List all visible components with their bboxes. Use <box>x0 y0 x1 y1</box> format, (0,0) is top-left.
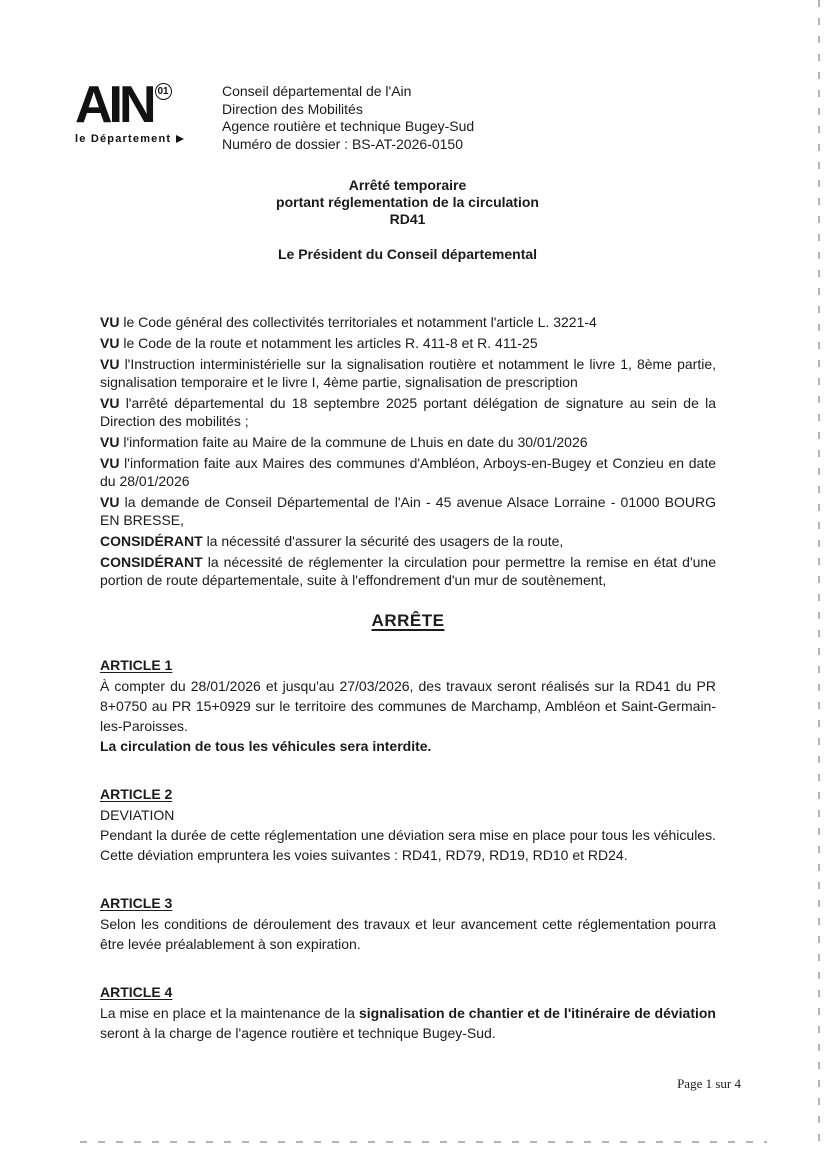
recital-item <box>100 454 716 490</box>
recital-text: l'Instruction interministérielle sur la signalisation routière et notamment le livre 1, 8ème partie, signalisation temporaire et le livre I, 4ème partie, signalisation de prescription <box>100 356 717 390</box>
recital-text: l'information faite au Maire de la commune de Lhuis en date du 30/01/2026 <box>123 434 588 450</box>
article-2-heading: ARTICLE 2 <box>100 786 173 802</box>
article-3-heading: ARTICLE 3 <box>100 895 173 911</box>
recital-text: la nécessité d'assurer la sécurité des usagers de la route, <box>206 533 564 549</box>
ain-logo <box>75 76 222 145</box>
scan-perforation-bottom <box>80 1141 767 1143</box>
title-line-2: portant réglementation de la circulation <box>276 194 539 210</box>
document-title <box>100 177 715 228</box>
recital-text: l'arrêté départemental du 18 septembre 2025 portant délégation de signature au sein de la Direction des mobilités ; <box>100 395 716 429</box>
recital-item <box>100 334 716 352</box>
recital-label: VU <box>100 434 120 450</box>
scan-perforation-right <box>818 0 820 1151</box>
article-3-body: Selon les conditions de déroulement des travaux et leur avancement cette réglementation pourra être levée préalablement à son expiration. <box>100 916 716 952</box>
recital-label: VU <box>100 314 120 330</box>
recital-item <box>100 493 716 529</box>
ain-logo-subtitle-row <box>75 133 222 145</box>
recital-label: VU <box>100 494 120 510</box>
recital-label: VU <box>100 356 120 372</box>
document-author: Le Président du Conseil départemental <box>277 246 538 262</box>
title-line-1: Arrêté temporaire <box>348 177 467 193</box>
article-4-body <box>100 1003 716 1043</box>
header-dossier-number: Numéro de dossier : BS-AT-2026-0150 <box>222 135 463 152</box>
recital-item <box>100 532 716 550</box>
ain-logo-row <box>75 76 222 134</box>
article-4-body-bold: signalisation de chantier et de l'itinéraire de déviation <box>358 1005 716 1021</box>
ain-logo-text: AIN <box>75 76 153 134</box>
title-line-3: RD41 <box>389 211 426 227</box>
decision-heading-wrap <box>100 611 716 631</box>
recital-text: la demande de Conseil Départemental de l'Ain - 45 avenue Alsace Lorraine - 01000 BOURG EN BRESSE, <box>100 494 717 528</box>
recital-item <box>100 553 716 589</box>
document-body <box>100 313 716 1043</box>
article-1-body: À compter du 28/01/2026 et jusqu'au 27/03/2026, des travaux seront réalisés sur la RD41 du PR 8+0750 au PR 15+0929 sur le territoire des communes de Marchamp, Ambléon et Saint-Germain-les-Paroisses. <box>100 678 716 734</box>
article-2-subheading: DEVIATION <box>100 807 175 823</box>
recital-label: VU <box>100 455 120 471</box>
article-4-heading: ARTICLE 4 <box>100 984 173 1000</box>
recital-item <box>100 394 716 430</box>
header-direction: Direction des Mobilités <box>222 100 363 117</box>
ain-logo-dept-code-badge: 01 <box>155 83 172 100</box>
recital-text: le Code de la route et notamment les articles R. 411-8 et R. 411-25 <box>123 335 538 351</box>
article-1 <box>100 657 716 756</box>
page-number: Page 1 sur 4 <box>677 1076 741 1091</box>
recital-text: l'information faite aux Maires des communes d'Ambléon, Arboys-en-Bugey et Conzieu en date du 28/01/2026 <box>100 455 717 489</box>
recital-item <box>100 433 716 451</box>
header-org: Conseil départemental de l'Ain <box>222 83 412 99</box>
article-4-body-pre: La mise en place et la maintenance de la <box>100 1005 359 1021</box>
decision-heading: ARRÊTE <box>371 611 445 630</box>
recital-item <box>100 355 716 391</box>
article-1-emphasis: La circulation de tous les véhicules sera interdite. <box>100 738 432 754</box>
header-address-block <box>222 82 474 153</box>
header-agency: Agence routière et technique Bugey-Sud <box>222 118 475 134</box>
article-3 <box>100 895 716 954</box>
recital-label: VU <box>100 335 120 351</box>
article-4 <box>100 984 716 1043</box>
document-header <box>75 76 475 153</box>
recital-label: CONSIDÉRANT <box>100 533 203 549</box>
recital-label: CONSIDÉRANT <box>100 554 203 570</box>
recital-label: VU <box>100 395 120 411</box>
recital-text: le Code général des collectivités territoriales et notamment l'article L. 3221-4 <box>123 314 597 330</box>
article-1-heading: ARTICLE 1 <box>100 657 173 673</box>
ain-logo-arrow-icon <box>176 135 184 143</box>
recital-item <box>100 313 716 331</box>
recital-text: la nécessité de réglementer la circulation pour permettre la remise en état d'une portion de route départementale, suite à l'effondrement d'un mur de soutènement, <box>100 554 716 588</box>
ain-logo-subtitle: le Département <box>75 132 172 145</box>
article-2 <box>100 786 716 865</box>
article-2-body: Pendant la durée de cette réglementation une déviation sera mise en place pour tous les véhicules. Cette déviation empruntera les voies suivantes : RD41, RD79, RD19, RD10 et RD24. <box>100 827 716 863</box>
article-4-body-post: seront à la charge de l'agence routière et technique Bugey-Sud. <box>100 1025 496 1041</box>
